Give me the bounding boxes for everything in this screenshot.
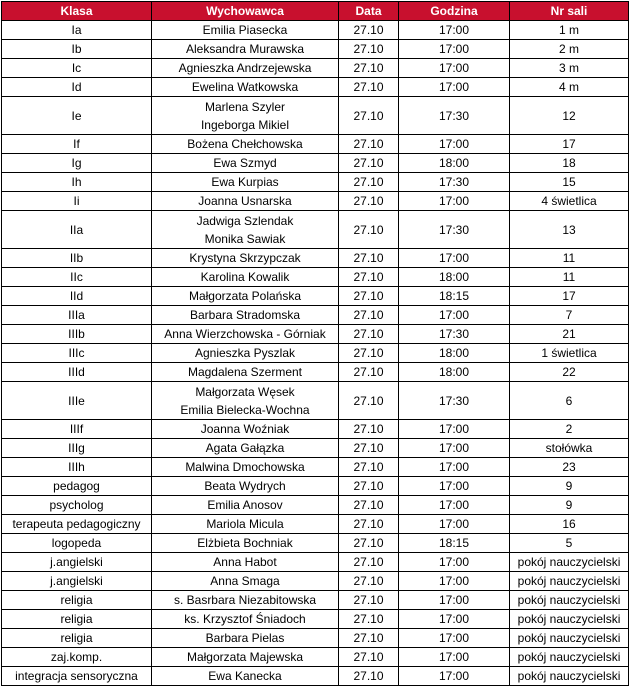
cell-godzina: 17:00 (399, 458, 510, 477)
cell-godzina: 17:30 (399, 173, 510, 192)
cell-nr-sali: 2 m (510, 40, 629, 59)
cell-data: 27.10 (339, 21, 399, 40)
table-body (2, 21, 629, 686)
teacher-name: Ingeborga Mikiel (200, 117, 290, 132)
cell-klasa: Ig (2, 154, 152, 173)
table-row (2, 192, 629, 211)
cell-wychowawca (152, 515, 339, 534)
cell-wychowawca (152, 325, 339, 344)
table-row (2, 325, 629, 344)
cell-data: 27.10 (339, 477, 399, 496)
cell-wychowawca (152, 363, 339, 382)
table-row (2, 173, 629, 192)
table-row (2, 268, 629, 287)
teacher-name: Małgorzata Węsek (195, 384, 295, 399)
cell-data: 27.10 (339, 135, 399, 154)
cell-data: 27.10 (339, 572, 399, 591)
table-row (2, 40, 629, 59)
cell-data: 27.10 (339, 192, 399, 211)
cell-data: 27.10 (339, 667, 399, 686)
teacher-name: Karolina Kowalik (200, 270, 290, 284)
teacher-name: Ewa Kurpias (211, 175, 279, 189)
cell-godzina: 17:00 (399, 591, 510, 610)
cell-wychowawca (152, 496, 339, 515)
cell-klasa: Id (2, 78, 152, 97)
cell-data: 27.10 (339, 610, 399, 629)
cell-godzina: 17:00 (399, 572, 510, 591)
table-row (2, 572, 629, 591)
table-row (2, 534, 629, 553)
cell-wychowawca (152, 40, 339, 59)
cell-nr-sali: 6 (510, 382, 629, 420)
cell-godzina: 17:00 (399, 249, 510, 268)
cell-nr-sali: 2 (510, 420, 629, 439)
table-row (2, 477, 629, 496)
cell-klasa: If (2, 135, 152, 154)
teacher-name: Jadwiga Szlendak (196, 213, 294, 228)
cell-klasa: IIId (2, 363, 152, 382)
cell-nr-sali: pokój nauczycielski (510, 667, 629, 686)
cell-klasa: Ia (2, 21, 152, 40)
cell-data: 27.10 (339, 78, 399, 97)
table-row (2, 249, 629, 268)
cell-godzina: 18:00 (399, 268, 510, 287)
cell-nr-sali: 7 (510, 306, 629, 325)
meeting-schedule-table (1, 1, 629, 686)
teacher-name: Barbara Pielas (205, 631, 285, 645)
cell-data: 27.10 (339, 344, 399, 363)
cell-godzina: 17:00 (399, 648, 510, 667)
cell-nr-sali: pokój nauczycielski (510, 610, 629, 629)
teacher-name: Malwina Dmochowska (185, 460, 305, 474)
table-row (2, 211, 629, 249)
cell-wychowawca (152, 306, 339, 325)
cell-nr-sali: 17 (510, 287, 629, 306)
cell-data: 27.10 (339, 496, 399, 515)
cell-godzina: 18:00 (399, 154, 510, 173)
cell-wychowawca (152, 629, 339, 648)
cell-data: 27.10 (339, 458, 399, 477)
cell-klasa: psycholog (2, 496, 152, 515)
teacher-name: Emilia Anosov (207, 498, 283, 512)
cell-data: 27.10 (339, 648, 399, 667)
teacher-name: Emilia Bielecka-Wochna (180, 402, 310, 417)
teacher-name: ks. Krzysztof Śniadoch (184, 612, 306, 626)
teacher-name: Krystyna Skrzypczak (189, 251, 301, 265)
cell-nr-sali: 12 (510, 97, 629, 135)
cell-klasa: IIIb (2, 325, 152, 344)
cell-klasa: Ib (2, 40, 152, 59)
cell-wychowawca (152, 192, 339, 211)
cell-nr-sali: 4 m (510, 78, 629, 97)
cell-wychowawca (152, 268, 339, 287)
teacher-name: Małgorzata Polańska (188, 289, 302, 303)
cell-klasa: zaj.komp. (2, 648, 152, 667)
cell-klasa: Ii (2, 192, 152, 211)
cell-godzina: 18:15 (399, 287, 510, 306)
table-row (2, 667, 629, 686)
table-row (2, 135, 629, 154)
cell-nr-sali: 1 świetlica (510, 344, 629, 363)
teacher-name: Agnieszka Pyszlak (194, 346, 296, 360)
cell-godzina: 17:00 (399, 59, 510, 78)
table-header (2, 2, 629, 21)
table-row (2, 496, 629, 515)
cell-klasa: integracja sensoryczna (2, 667, 152, 686)
cell-data: 27.10 (339, 268, 399, 287)
teacher-name: Agata Gałązka (205, 441, 285, 455)
cell-nr-sali: 23 (510, 458, 629, 477)
cell-klasa: IIb (2, 249, 152, 268)
cell-data: 27.10 (339, 173, 399, 192)
cell-data: 27.10 (339, 249, 399, 268)
cell-wychowawca (152, 477, 339, 496)
cell-data: 27.10 (339, 420, 399, 439)
cell-klasa: Ih (2, 173, 152, 192)
cell-godzina: 17:00 (399, 667, 510, 686)
cell-nr-sali: 15 (510, 173, 629, 192)
cell-klasa: terapeuta pedagogiczny (2, 515, 152, 534)
cell-data: 27.10 (339, 306, 399, 325)
cell-wychowawca (152, 382, 339, 420)
cell-klasa: pedagog (2, 477, 152, 496)
cell-wychowawca (152, 97, 339, 135)
teacher-name: Anna Wierzchowska - Górniak (164, 327, 326, 341)
cell-wychowawca (152, 78, 339, 97)
table-row (2, 154, 629, 173)
cell-klasa: j.angielski (2, 553, 152, 572)
cell-data: 27.10 (339, 154, 399, 173)
table-row (2, 78, 629, 97)
cell-data: 27.10 (339, 382, 399, 420)
header-nr-sali: Nr sali (510, 2, 629, 21)
cell-godzina: 18:00 (399, 363, 510, 382)
cell-nr-sali: stołówka (510, 439, 629, 458)
cell-nr-sali: pokój nauczycielski (510, 648, 629, 667)
table-row (2, 420, 629, 439)
cell-data: 27.10 (339, 363, 399, 382)
cell-wychowawca (152, 211, 339, 249)
table-row (2, 287, 629, 306)
cell-godzina: 17:00 (399, 40, 510, 59)
cell-wychowawca (152, 553, 339, 572)
cell-godzina: 18:00 (399, 344, 510, 363)
cell-wychowawca (152, 287, 339, 306)
teacher-name: s. Basrbara Niezabitowska (173, 593, 317, 607)
cell-data: 27.10 (339, 211, 399, 249)
cell-nr-sali: 9 (510, 477, 629, 496)
cell-klasa: IIIf (2, 420, 152, 439)
cell-wychowawca (152, 667, 339, 686)
cell-godzina: 17:00 (399, 553, 510, 572)
header-klasa: Klasa (2, 2, 152, 21)
header-row (2, 2, 629, 21)
teacher-name: Joanna Usnarska (198, 194, 292, 208)
cell-klasa: IId (2, 287, 152, 306)
cell-godzina: 17:00 (399, 135, 510, 154)
cell-klasa: logopeda (2, 534, 152, 553)
teacher-name: Bożena Chełchowska (187, 137, 303, 151)
cell-data: 27.10 (339, 515, 399, 534)
cell-nr-sali: 11 (510, 249, 629, 268)
cell-wychowawca (152, 344, 339, 363)
cell-klasa: IIIa (2, 306, 152, 325)
teacher-name: Małgorzata Majewska (186, 650, 304, 664)
table-row (2, 97, 629, 135)
table-row (2, 553, 629, 572)
cell-nr-sali: 17 (510, 135, 629, 154)
cell-nr-sali: 21 (510, 325, 629, 344)
cell-klasa: religia (2, 591, 152, 610)
header-wychowawca: Wychowawca (152, 2, 339, 21)
cell-klasa: IIIh (2, 458, 152, 477)
cell-nr-sali: pokój nauczycielski (510, 572, 629, 591)
cell-data: 27.10 (339, 59, 399, 78)
cell-wychowawca (152, 610, 339, 629)
table-row (2, 648, 629, 667)
cell-godzina: 17:00 (399, 629, 510, 648)
header-data: Data (339, 2, 399, 21)
cell-nr-sali: 3 m (510, 59, 629, 78)
cell-data: 27.10 (339, 97, 399, 135)
cell-data: 27.10 (339, 439, 399, 458)
cell-data: 27.10 (339, 629, 399, 648)
cell-godzina: 17:30 (399, 211, 510, 249)
header-godzina: Godzina (399, 2, 510, 21)
cell-godzina: 17:00 (399, 515, 510, 534)
teacher-name: Anna Smaga (210, 574, 280, 588)
table-row (2, 515, 629, 534)
cell-nr-sali: 9 (510, 496, 629, 515)
cell-wychowawca (152, 249, 339, 268)
cell-nr-sali: 16 (510, 515, 629, 534)
cell-klasa: Ie (2, 97, 152, 135)
cell-wychowawca (152, 458, 339, 477)
teacher-name: Barbara Stradomska (189, 308, 301, 322)
cell-nr-sali: pokój nauczycielski (510, 629, 629, 648)
cell-godzina: 17:00 (399, 192, 510, 211)
cell-wychowawca (152, 534, 339, 553)
cell-wychowawca (152, 154, 339, 173)
cell-klasa: religia (2, 610, 152, 629)
cell-godzina: 17:00 (399, 306, 510, 325)
cell-wychowawca (152, 591, 339, 610)
cell-nr-sali: pokój nauczycielski (510, 591, 629, 610)
teacher-name: Joanna Woźniak (200, 422, 290, 436)
cell-nr-sali: 13 (510, 211, 629, 249)
cell-klasa: IIIc (2, 344, 152, 363)
cell-klasa: IIa (2, 211, 152, 249)
cell-godzina: 17:30 (399, 97, 510, 135)
cell-nr-sali: 11 (510, 268, 629, 287)
teacher-name: Anna Habot (213, 555, 277, 569)
teacher-name: Marlena Szyler (204, 99, 286, 114)
cell-klasa: IIIe (2, 382, 152, 420)
teacher-name: Ewelina Watkowska (191, 80, 299, 94)
cell-data: 27.10 (339, 534, 399, 553)
teacher-name: Magdalena Szerment (187, 365, 303, 379)
cell-wychowawca (152, 135, 339, 154)
teacher-name: Ewa Szmyd (213, 156, 277, 170)
cell-wychowawca (152, 59, 339, 78)
table-row (2, 439, 629, 458)
table-row (2, 59, 629, 78)
table-row (2, 610, 629, 629)
table-row (2, 306, 629, 325)
cell-klasa: IIIg (2, 439, 152, 458)
cell-nr-sali: 5 (510, 534, 629, 553)
teacher-name: Elżbieta Bochniak (197, 536, 293, 550)
cell-klasa: j.angielski (2, 572, 152, 591)
cell-godzina: 17:30 (399, 382, 510, 420)
teacher-name: Ewa Kanecka (208, 669, 282, 683)
cell-nr-sali: pokój nauczycielski (510, 553, 629, 572)
cell-nr-sali: 22 (510, 363, 629, 382)
cell-wychowawca (152, 21, 339, 40)
cell-godzina: 18:15 (399, 534, 510, 553)
cell-nr-sali: 18 (510, 154, 629, 173)
cell-data: 27.10 (339, 591, 399, 610)
cell-klasa: Ic (2, 59, 152, 78)
teacher-name: Agnieszka Andrzejewska (178, 61, 312, 75)
cell-godzina: 17:00 (399, 610, 510, 629)
cell-wychowawca (152, 439, 339, 458)
cell-godzina: 17:00 (399, 477, 510, 496)
cell-klasa: IIc (2, 268, 152, 287)
table-row (2, 21, 629, 40)
cell-godzina: 17:30 (399, 325, 510, 344)
cell-nr-sali: 4 świetlica (510, 192, 629, 211)
cell-godzina: 17:00 (399, 496, 510, 515)
cell-data: 27.10 (339, 553, 399, 572)
cell-wychowawca (152, 420, 339, 439)
teacher-name: Aleksandra Murawska (185, 42, 305, 56)
cell-data: 27.10 (339, 40, 399, 59)
teacher-name: Monika Sawiak (204, 231, 286, 246)
table-row (2, 629, 629, 648)
cell-wychowawca (152, 572, 339, 591)
table-row (2, 363, 629, 382)
cell-godzina: 17:00 (399, 78, 510, 97)
cell-wychowawca (152, 173, 339, 192)
cell-klasa: religia (2, 629, 152, 648)
cell-data: 27.10 (339, 287, 399, 306)
table-row (2, 382, 629, 420)
teacher-name: Emilia Piasecka (202, 23, 288, 37)
cell-wychowawca (152, 648, 339, 667)
cell-nr-sali: 1 m (510, 21, 629, 40)
teacher-name: Beata Wydrych (204, 479, 286, 493)
cell-godzina: 17:00 (399, 420, 510, 439)
cell-data: 27.10 (339, 325, 399, 344)
table-row (2, 591, 629, 610)
table-row (2, 344, 629, 363)
teacher-name: Mariola Miculа (206, 517, 284, 531)
cell-godzina: 17:00 (399, 21, 510, 40)
table-row (2, 458, 629, 477)
cell-godzina: 17:00 (399, 439, 510, 458)
